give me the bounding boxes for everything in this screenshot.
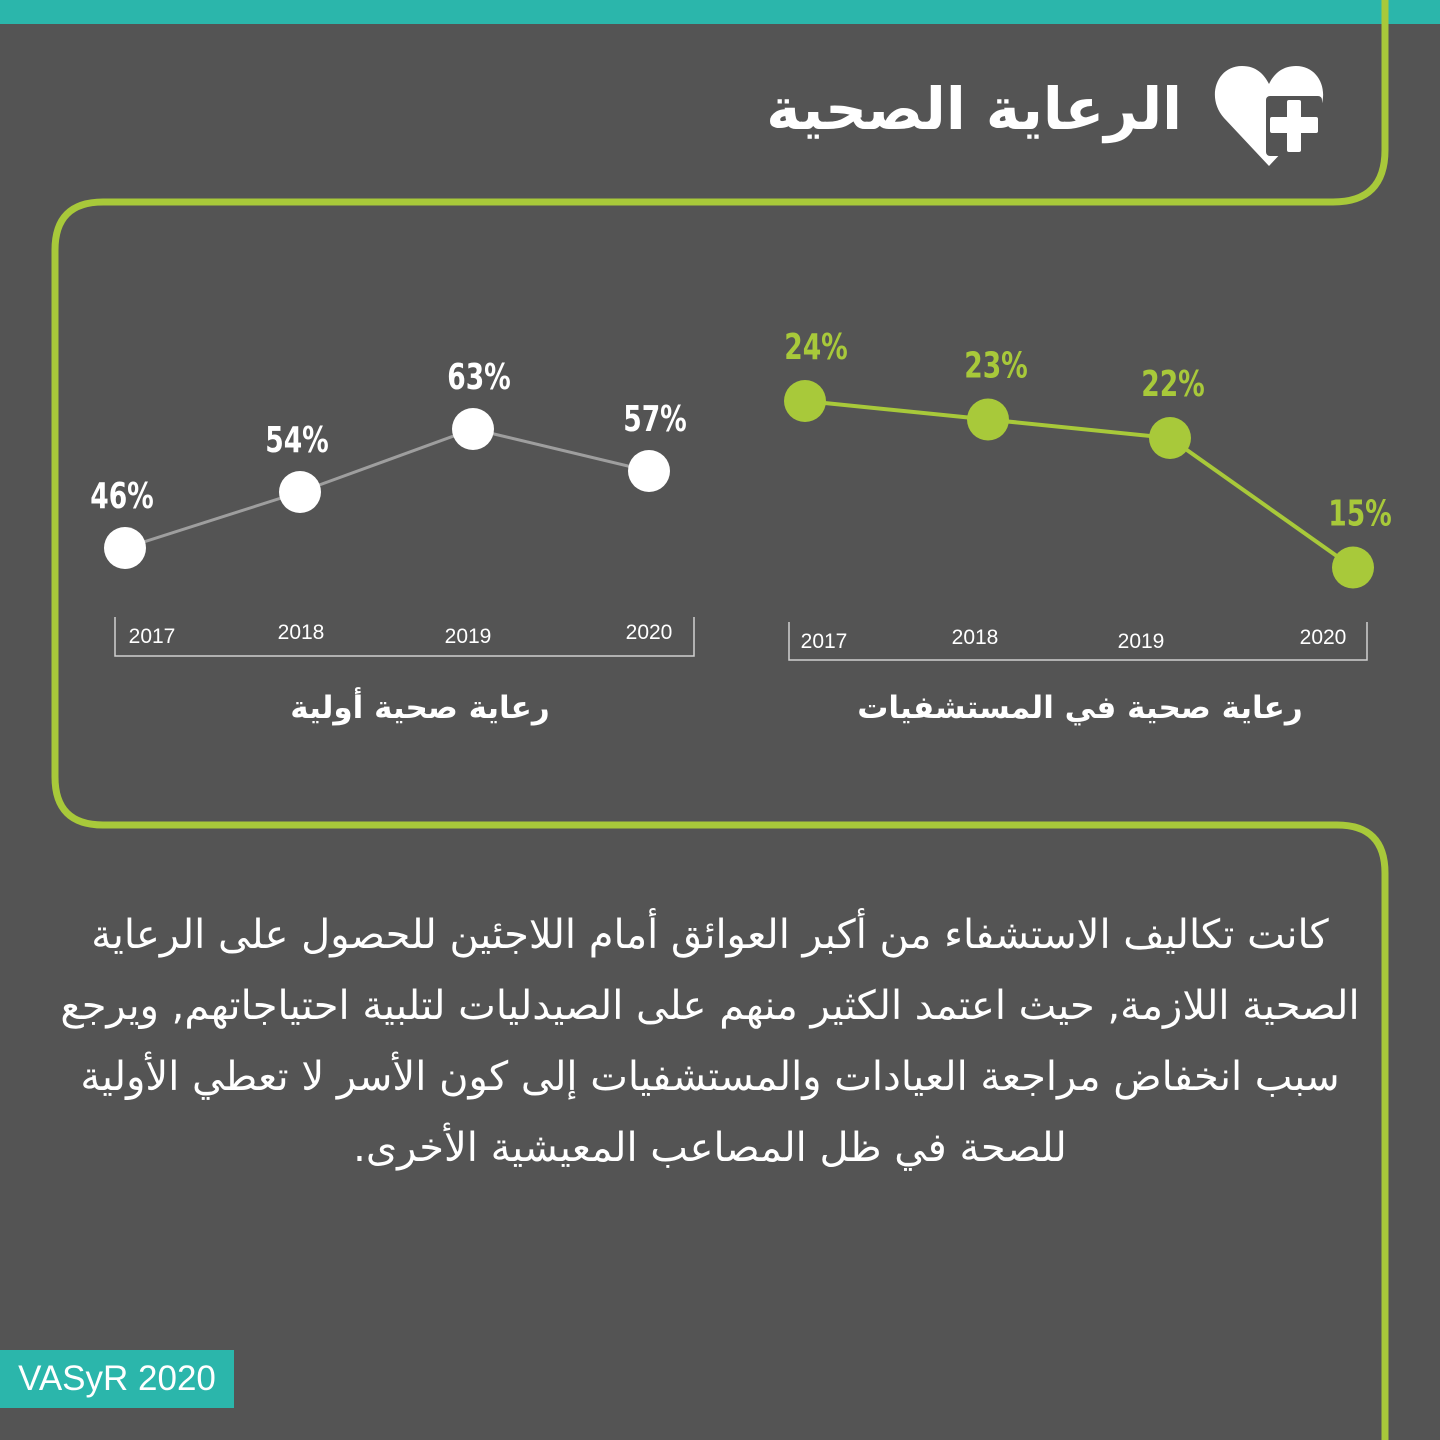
primary-care-caption: رعاية صحية أولية (290, 690, 550, 726)
primary-value-label-2020: 57% (623, 397, 687, 440)
hospital-x-tick-2019: 2019 (1117, 630, 1165, 653)
primary-x-tick-2020: 2020 (625, 621, 673, 644)
hospital-x-tick-2018: 2018 (951, 626, 999, 649)
hospital-value-label-2018: 23% (964, 343, 1028, 387)
primary-x-tick-2018: 2018 (277, 621, 325, 644)
hospital-x-axis (789, 622, 1367, 660)
source-badge: VASyR 2020 (0, 1350, 234, 1408)
hospital-value-label-2017: 24% (784, 325, 848, 368)
page-title: الرعاية الصحية (766, 75, 1182, 143)
primary-x-tick-2017: 2017 (128, 625, 176, 648)
body-paragraph: كانت تكاليف الاستشفاء من أكبر العوائق أمام اللاجئين للحصول على الرعاية الصحية اللازمة, حيث اعتمد الكثير منهم على الصيدليات لتلبية احتياجاتهم, ويرجع سبب انخفاض مراجعة العيادات والمستشفيات إلى كون الأسر لا تعطي الأولية للصحة في ظل المصاعب المعيشية الأخرى. (60, 912, 1360, 1171)
hospital-value-label-2020: 15% (1328, 491, 1392, 535)
primary-x-tick-2019: 2019 (444, 625, 492, 648)
hospital-point-2020 (1332, 547, 1374, 589)
primary-value-label-2017: 46% (90, 474, 154, 517)
hospital-point-2017 (784, 380, 826, 422)
hospital-value-label-2019: 22% (1141, 362, 1205, 405)
hospital-point-2018 (967, 399, 1009, 441)
hospital-series-line (805, 401, 1353, 568)
primary-value-label-2018: 54% (265, 418, 329, 461)
hospital-x-tick-2020: 2020 (1299, 626, 1347, 649)
primary-value-label-2019: 63% (447, 355, 511, 398)
hospital-x-tick-2017: 2017 (800, 630, 848, 653)
hospital-care-caption: رعاية صحية في المستشفيات (857, 690, 1303, 726)
hospital-point-2019 (1149, 417, 1191, 459)
